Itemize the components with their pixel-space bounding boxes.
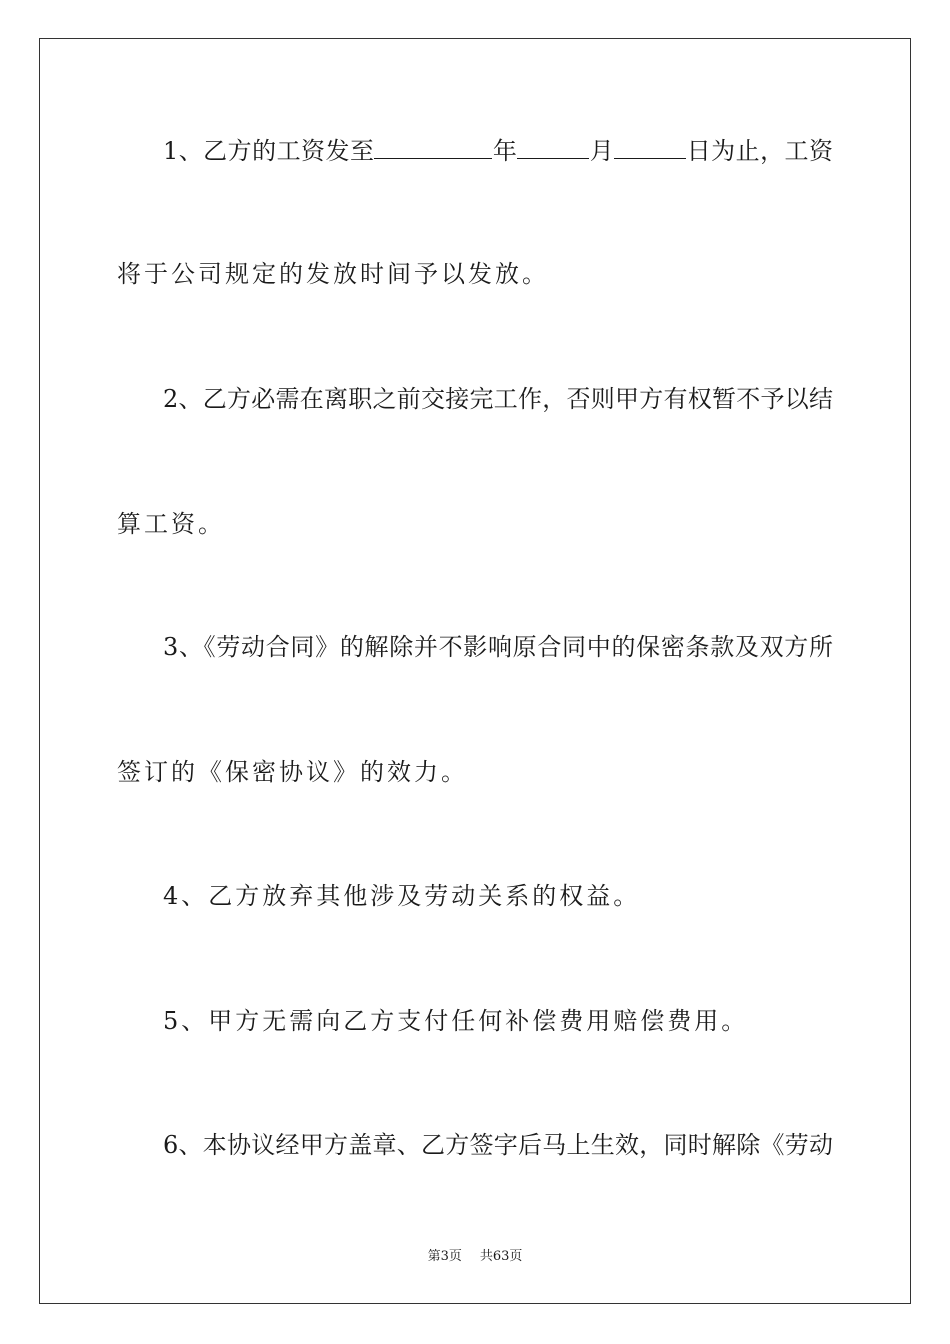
page-footer	[0, 1248, 950, 1266]
clause-2-line-1: 2、乙方必需在离职之前交接完工作，否则甲方有权暂不予以结	[163, 385, 833, 413]
year-label: 年	[492, 137, 518, 165]
clause-4-line-1: 4、乙方放弃其他涉及劳动关系的权益。	[163, 882, 641, 910]
year-blank	[374, 136, 492, 159]
day-blank	[614, 136, 686, 159]
clause-5-line-1: 5、甲方无需向乙方支付任何补偿费用赔偿费用。	[163, 1007, 749, 1035]
clause-6-line-1: 6、本协议经甲方盖章、乙方签字后马上生效，同时解除《劳动	[163, 1131, 833, 1159]
clause-3-line-2: 签订的《保密协议》的效力。	[117, 758, 468, 786]
month-blank	[517, 136, 589, 159]
clause-1-line-1	[163, 136, 833, 166]
clause-1-text: 1、乙方的工资发至	[163, 137, 375, 165]
page-border	[39, 38, 911, 1304]
month-label: 月	[589, 137, 615, 165]
day-label: 日为止，工资	[686, 137, 834, 165]
clause-1-line-2: 将于公司规定的发放时间予以发放。	[117, 260, 549, 288]
clause-2-line-2: 算工资。	[117, 510, 225, 538]
clause-3-line-1: 3、《劳动合同》的解除并不影响原合同中的保密条款及双方所	[163, 633, 833, 661]
total-pages: 共63页	[479, 1249, 523, 1264]
current-page-number: 第3页	[427, 1249, 462, 1264]
